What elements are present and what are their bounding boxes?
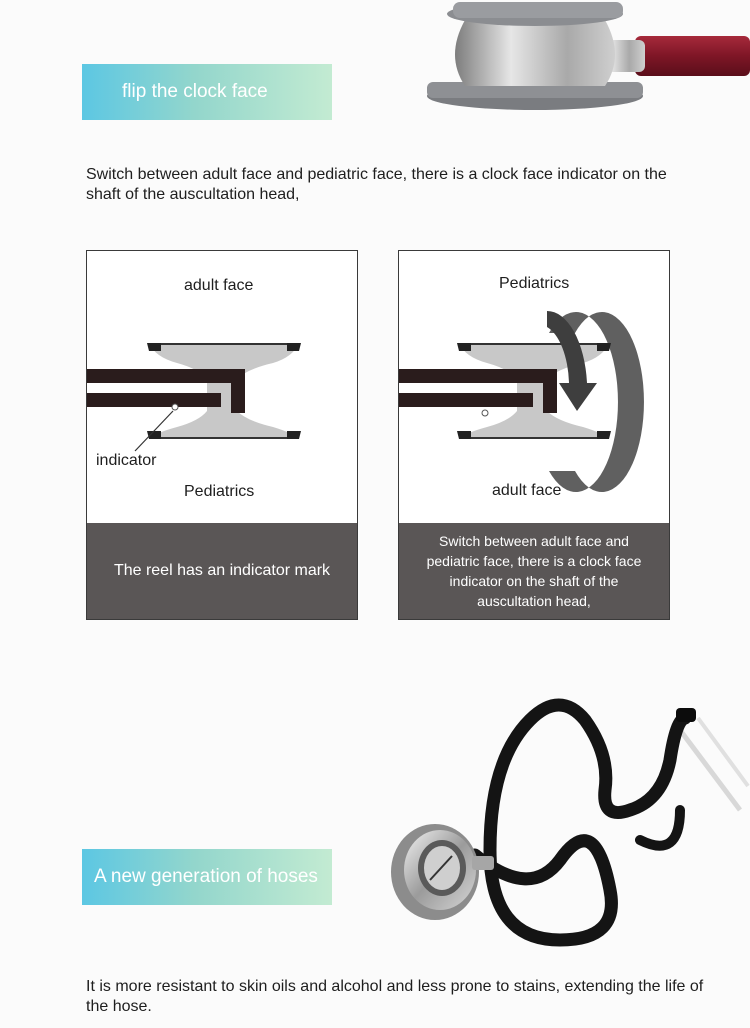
clock-face-description: Switch between adult face and pediatric face, there is a clock face indicator on the shaft of the auscultation head, [86, 166, 667, 203]
new-hoses-banner [82, 849, 332, 905]
top-face-label: adult face [184, 277, 254, 294]
chestpiece-photo-top [425, 0, 750, 118]
banner-title: flip the clock face [122, 81, 268, 102]
top-face-label: Pediatrics [499, 275, 570, 292]
indicator-panel [86, 250, 358, 620]
panel-caption: The reel has an indicator mark [87, 523, 357, 619]
stethoscope-photo [380, 690, 750, 965]
indicator-label: indicator [96, 452, 157, 469]
hose-description: It is more resistant to skin oils and alcohol and less prone to stains, extending the life of the hose. [86, 978, 704, 1015]
banner-title: A new generation of hoses [94, 866, 318, 887]
bottom-face-label: Pediatrics [184, 483, 255, 500]
panel-caption: Switch between adult face and pediatric face, there is a clock face indicator on the shaft of the auscultation head, [399, 523, 669, 619]
flip-clock-face-banner [82, 64, 332, 120]
bottom-face-label: adult face [492, 482, 562, 499]
switch-panel [398, 250, 670, 620]
